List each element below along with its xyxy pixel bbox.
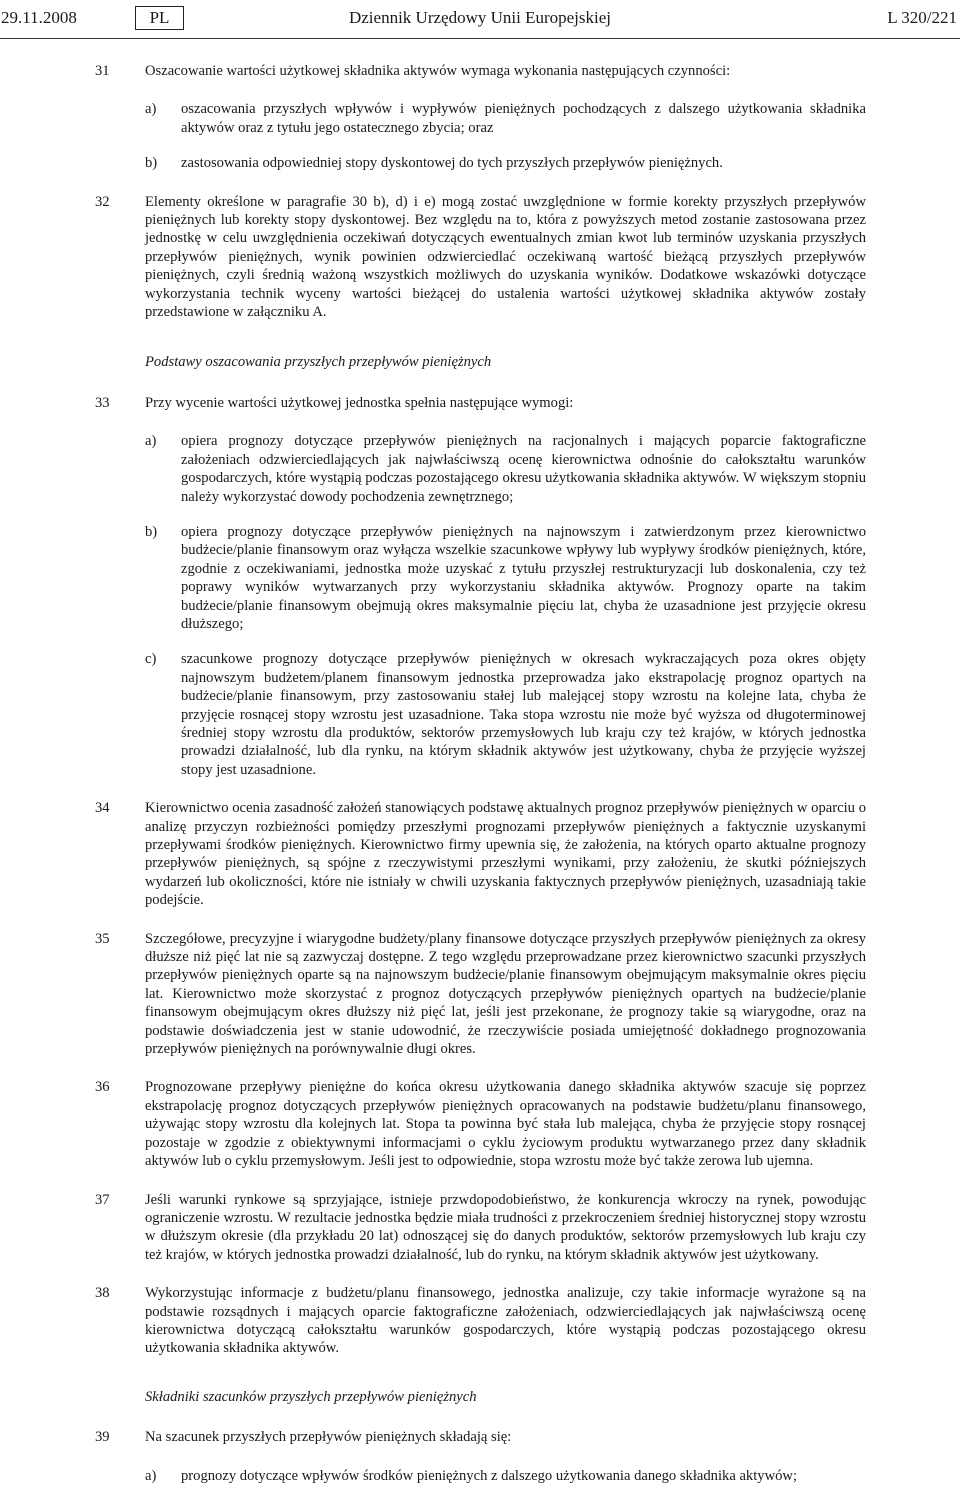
sub-item-text: opiera prognozy dotyczące przepływów pieniężnych na racjonalnych i mających poparcie faktograficzne założeniach odzwierciedlających jak najwłaściwszą ocenę kierownictwa odnośnie do całokształtu warunków gospodarczych, które wystąpią podczas pozostającego okresu użytkowania składnika aktywów. W większym stopniu należy wykorzystać dowody pochodzenia zewnętrznego; xyxy=(181,433,866,505)
paragraph-number: 32 xyxy=(95,193,110,210)
sub-item-list xyxy=(145,100,866,172)
paragraph-number: 31 xyxy=(95,63,110,79)
sub-item xyxy=(145,1467,866,1485)
paragraph-text: Jeśli warunki rynkowe są sprzyjające, istnieje przwdopodobieństwo, że konkurencja wkroczy na rynek, powodując ograniczenie wzrostu. W rezultacie jednostka będzie miała trudności z przekroczeniem średniej historycznej stopy wzrostu w dłuższym okresie (dla przykładu 20 lat) odnoszącej się do danych produktów, sektorów przemysłowych lub kraju czy też krajów, w których jednostka prowadzi działalność, lub do rynku, na którym składnik aktywów jest użytkowany. xyxy=(145,1191,866,1263)
paragraph-32 xyxy=(0,193,960,322)
paragraph-number: 37 xyxy=(95,1191,110,1208)
paragraph-39 xyxy=(0,1428,960,1485)
section-heading: Podstawy oszacowania przyszłych przepływów pieniężnych xyxy=(145,354,492,371)
sub-item-list xyxy=(145,432,866,779)
publication-date: 29.11.2008 xyxy=(1,8,77,27)
paragraph-35 xyxy=(0,930,960,1059)
sub-item-label: b) xyxy=(145,523,158,540)
paragraph-text: Wykorzystując informacje z budżetu/planu finansowego, jednostka analizuje, czy takie informacje wyrażone są na podstawie rozsądnych i mających oparcie faktograficzne założeniach, odzwierciedlających jak najwłaściwszą ocenę kierownictwa dotyczącą całokształtu warunków gospodarczych, które wystąpią podczas pozostającego okresu użytkowania składnika aktywów. xyxy=(145,1285,866,1357)
paragraph-33 xyxy=(0,394,960,779)
sub-item-text: zastosowania odpowiedniej stopy dyskontowej do tych przyszłych przepływów pieniężnych. xyxy=(181,155,723,172)
paragraph-36 xyxy=(0,1078,960,1170)
document-body xyxy=(0,62,960,1505)
sub-item-list xyxy=(145,1467,866,1485)
paragraph-text: Oszacowanie wartości użytkowej składnika aktywów wymaga wykonania następujących czynności: xyxy=(145,63,731,79)
sub-item-label: b) xyxy=(145,155,158,172)
sub-item xyxy=(145,650,866,779)
language-badge: PL xyxy=(135,6,184,30)
paragraph-number: 33 xyxy=(95,394,110,411)
journal-title: Dziennik Urzędowy Unii Europejskiej xyxy=(348,8,611,27)
sub-item-label: a) xyxy=(145,101,157,118)
paragraph-number: 36 xyxy=(95,1079,110,1096)
sub-item xyxy=(145,100,866,137)
sub-item-text: opiera prognozy dotyczące przepływów pieniężnych na najnowszym i zatwierdzonym przez kierownictwo budżecie/planie finansowym oraz wyłącza wszelkie szacunkowe wpływy lub wypływy środków pieniężnych, które, zgodnie z oczekiwaniami, jednostka może uzyskać z tytułu przyszłej restrukturyzacji lub doskonalenia, czy też poprawy wyników wytwarzanych przy wykorzystaniu składnika aktywów. Prognozy oparte na takim budżecie/planie finansowym obejmują okres maksymalnie pięciu lat, chyba że uzasadnione jest przyjęcie okresu dłuższego; xyxy=(181,523,866,632)
paragraph-text: Szczegółowe, precyzyjne i wiarygodne budżety/plany finansowe dotyczące przyszłych przepływów pieniężnych za okresy dłuższe niż pięć lat nie są zazwyczaj dostępne. Z tego względu przeprowadzane przez kierownictwo szacunki przyszłych przepływów pieniężnych oparte są na najnowszym budżecie/planie finansowym obejmującym maksymalnie okres pięciu lat. Kierownictwo może skorzystać z prognoz dotyczących przepływów pieniężnych opartych na budżecie/planie finansowym obejmującym okres dłuższy niż pięć lat, jeśli jest przekonane, że prognozy takie są wiarygodne, oraz na podstawie doświadczenia jest w stanie udowodnić, że rzeczywiście posiada umiejętność dokładnego prognozowania przepływów pieniężnych na porównywalnie długi okres. xyxy=(145,930,866,1058)
paragraph-number: 34 xyxy=(95,800,110,817)
sub-item xyxy=(145,154,866,172)
paragraph-37 xyxy=(0,1191,960,1265)
paragraph-34 xyxy=(0,799,960,909)
paragraph-text: Prognozowane przepływy pieniężne do końca okresu użytkowania danego składnika aktywów szacuje się poprzez ekstrapolację prognoz dotyczących przepływów pieniężnych opracowanych na podstawie budżetu/planu finansowego, używając stopy wzrostu dla kolejnych lat. Stopa ta powinna być stała lub malejąca, chyba że przyjęcie stopy rosnącej pozostaje w zgodzie z obiektywnymi informacjami o cyklu życiowym produktu wytwarzanego przez dany składnik aktywów lub o cyklu przemysłowym. Jeśli jest to odpowiednie, stopa wzrostu może być także zerowa lub ujemna. xyxy=(145,1079,866,1170)
sub-item-text: prognozy dotyczące wpływów środków pieniężnych z dalszego użytkowania danego składnika aktywów; xyxy=(181,1467,797,1484)
sub-item-text: oszacowania przyszłych wpływów i wypływów pieniężnych pochodzących z dalszego użytkowania składnika aktywów oraz z tytułu jego ostatecznego zbycia; oraz xyxy=(181,101,866,136)
paragraph-number: 38 xyxy=(95,1285,110,1302)
page-reference: L 320/221 xyxy=(887,8,957,27)
sub-item-label: a) xyxy=(145,433,157,450)
sub-item xyxy=(145,432,866,506)
sub-item-text: szacunkowe prognozy dotyczące przepływów pieniężnych w okresach wykraczających poza okres objęty najnowszym budżetem/planem finansowym jednostka przeprowadza jako ekstrapolację prognoz opartych na budżecie/planie finansowym, przy zastosowaniu stałej lub malejącej stopy wzrostu na kolejne lata, chyba że przyjęcie rosnącej stopy wzrostu jest uzasadnione. Taka stopa wzrostu nie może być wyższa od długoterminowej średniej stopy wzrostu dla produktów, sektorów przemysłowych lub kraju czy też krajów, w których jednostka prowadzi działalność, lub dla rynku, na którym składnik aktywów jest użytkowany, chyba że przyjęcie wyższej stopy jest uzasadnione. xyxy=(181,651,866,778)
header-rule xyxy=(0,38,960,39)
paragraph-38 xyxy=(0,1284,960,1358)
section-heading: Składniki szacunków przyszłych przepływów pieniężnych xyxy=(145,1388,477,1405)
page-header xyxy=(0,6,960,32)
sub-item-label: a) xyxy=(145,1467,157,1484)
paragraph-text: Na szacunek przyszłych przepływów pieniężnych składają się: xyxy=(145,1429,512,1446)
paragraph-text: Przy wycenie wartości użytkowej jednostka spełnia następujące wymogi: xyxy=(145,394,574,411)
sub-item-label: c) xyxy=(145,651,157,668)
sub-item xyxy=(145,523,866,633)
paragraph-31 xyxy=(0,62,960,173)
paragraph-number: 39 xyxy=(95,1429,110,1446)
paragraph-text: Kierownictwo ocenia zasadność założeń stanowiących podstawę aktualnych prognoz przepływów pieniężnych w oparciu o analizę przyczyn rozbieżności pomiędzy przeszłymi prognozami przepływów pieniężnych a faktycznie uzyskanymi przepływami środków pieniężnych. Kierownictwo firmy upewnia się, że założenia, na których oparto aktualne prognozy przepływów pieniężnych, są spójne z rzeczywistymi przeszłymi wynikami, przy założeniu, że skutki późniejszych wydarzeń lub okoliczności, które nie istniały w chwili uzyskania faktycznych przepływów pieniężnych, uzasadniają takie podejście. xyxy=(145,800,866,909)
paragraph-number: 35 xyxy=(95,930,110,947)
paragraph-text: Elementy określone w paragrafie 30 b), d) i e) mogą zostać uwzględnione w formie korekty przyszłych przepływów pieniężnych lub korekty stopy dyskontowej. Bez względu na to, która z powyższych metod zostanie zastosowana przez jednostkę w celu uwzględnienia oczekiwań dotyczących ewentualnych zmian kwot lub terminów uzyskania przyszłych przepływów pieniężnych, wynik powinien odzwierciedlać oczekiwaną wartość bieżącą przyszłych przepływów pieniężnych, czyli średnią ważoną wszystkich możliwych do uzyskania wyników. Dodatkowe wskazówki dotyczące wykorzystania technik wyceny wartości bieżącej do ustalenia wartości użytkowej składnika aktywów zostały przedstawione w załączniku A. xyxy=(145,193,866,321)
